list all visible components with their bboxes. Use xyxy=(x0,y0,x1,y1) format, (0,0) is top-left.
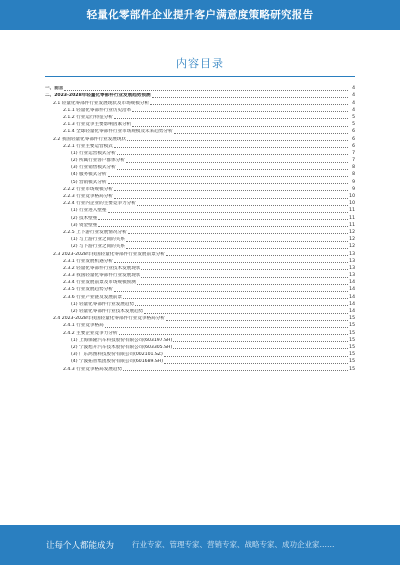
toc-leader-dots xyxy=(114,291,348,292)
toc-entry-text: 2.3.1 行业发展机遇分析 xyxy=(63,258,113,264)
toc-entry[interactable] xyxy=(45,143,355,150)
toc-page-number: 4 xyxy=(352,100,355,106)
toc-entry[interactable] xyxy=(45,293,355,300)
toc-leader-dots xyxy=(114,262,348,263)
toc-entry[interactable] xyxy=(45,114,355,121)
toc-entry-text: (4) 宁波拓普集团股份有限公司(601689.SH) xyxy=(71,359,164,365)
footer-brand: 让每个人都能成为 xyxy=(46,541,115,551)
toc-entry[interactable] xyxy=(45,329,355,336)
toc-entry[interactable] xyxy=(45,243,355,250)
toc-leader-dots xyxy=(119,334,349,335)
toc-page-number: 11 xyxy=(349,215,355,221)
toc-entry[interactable] xyxy=(45,214,355,221)
toc-entry[interactable] xyxy=(45,186,355,193)
toc-entry[interactable] xyxy=(45,337,355,344)
toc-leader-dots xyxy=(166,320,348,321)
toc-entry[interactable] xyxy=(45,193,355,200)
toc-entry-text: 2.2.1 行业主要运营模式 xyxy=(63,143,113,149)
toc-page-number: 13 xyxy=(349,265,355,271)
toc-page-number: 12 xyxy=(349,237,355,243)
toc-entry[interactable] xyxy=(45,322,355,329)
toc-entry-text: (3) 广东鸿图科技股份有限公司(002101.SZ) xyxy=(71,352,163,358)
toc-entry[interactable] xyxy=(45,279,355,286)
toc-entry-text: (3) 资金壁垒 xyxy=(71,222,98,228)
toc-entry-text: 2.2.2 行业市场规模分析 xyxy=(63,186,113,192)
toc-entry-text: 2.3 2023-2028年我国轻量化零部件行业发展前景分析 xyxy=(53,251,165,257)
toc-leader-dots xyxy=(141,277,348,278)
toc-entry-text: 2.1 轻量化零部件行业发展现状及市场规模分析 xyxy=(53,100,150,106)
toc-page-number: 15 xyxy=(349,323,355,329)
toc-page-number: 5 xyxy=(352,114,355,120)
toc-entry[interactable] xyxy=(45,85,355,92)
toc-leader-dots xyxy=(132,111,348,112)
toc-page-number: 14 xyxy=(349,309,355,314)
toc-page-number: 8 xyxy=(352,172,355,178)
toc-entry[interactable] xyxy=(45,207,355,214)
toc-page-number: 11 xyxy=(349,208,355,214)
toc-leader-dots xyxy=(132,126,348,127)
toc-page-number: 15 xyxy=(349,316,355,322)
toc-entry[interactable] xyxy=(45,121,355,128)
toc-page-number: 4 xyxy=(352,107,355,113)
toc-page-number: 4 xyxy=(352,93,355,99)
toc-leader-dots xyxy=(114,118,348,119)
toc-leader-dots xyxy=(114,190,348,191)
toc-entry-text: 一、前言 xyxy=(45,86,64,92)
toc-page-number: 9 xyxy=(352,186,355,192)
toc-entry[interactable] xyxy=(45,99,355,106)
document-footer xyxy=(0,525,400,565)
toc-leader-dots xyxy=(114,198,348,199)
toc-page-number: 4 xyxy=(352,86,355,92)
toc-leader-dots xyxy=(150,104,348,105)
toc-page-number: 15 xyxy=(349,366,355,372)
toc-leader-dots xyxy=(114,147,348,148)
toc-entry[interactable] xyxy=(45,365,355,372)
toc-page-number: 13 xyxy=(349,273,355,279)
toc-entry[interactable] xyxy=(45,200,355,207)
toc-page-number: 5 xyxy=(352,122,355,128)
toc-entry-text: 2.2.5 上下游行业发展情况分析 xyxy=(63,229,127,235)
document-header xyxy=(0,0,400,30)
toc-entry-text: (1) 上海保隆汽车科技股份有限公司(603197.SH) xyxy=(71,337,173,343)
toc-entry[interactable] xyxy=(45,258,355,265)
toc-page-number: 15 xyxy=(349,344,355,350)
toc-leader-dots xyxy=(173,341,348,342)
toc-title: 内容目录 xyxy=(176,57,224,70)
toc-leader-dots xyxy=(123,370,348,371)
toc-entry-text: (2) 宁波旭升汽车技术股份有限公司(603305.SH) xyxy=(71,344,173,350)
toc-entry[interactable] xyxy=(45,358,355,365)
toc-page-number: 7 xyxy=(352,158,355,164)
toc-entry-text: 2.2.4 行业内企业的主要竞争力分析 xyxy=(63,201,136,207)
toc-leader-dots xyxy=(173,348,348,349)
toc-entry[interactable] xyxy=(45,301,355,308)
toc-leader-dots xyxy=(137,205,348,206)
toc-page-number: 14 xyxy=(349,287,355,293)
toc-entry-text: 2.1.4 全球轻量化零部件行业市场规模及未来趋势分析 xyxy=(63,129,173,135)
toc-entry[interactable] xyxy=(45,157,355,164)
toc-entry-text: 2.1.2 行业运行特征分析 xyxy=(63,114,113,120)
toc-page-number: 13 xyxy=(349,258,355,264)
toc-leader-dots xyxy=(174,133,348,134)
toc-page-number: 15 xyxy=(349,330,355,336)
toc-page-number: 10 xyxy=(349,194,355,199)
toc-page-number: 14 xyxy=(349,301,355,307)
toc-entry[interactable] xyxy=(45,107,355,114)
toc-entry[interactable] xyxy=(45,150,355,157)
document-title: 轻量化零部件企业提升客户满意度策略研究报告 xyxy=(86,9,314,21)
table-of-contents xyxy=(45,85,355,373)
toc-leader-dots xyxy=(144,313,348,314)
footer-tags: 行业专家、管理专家、营销专家、战略专家、成功企业家…… xyxy=(132,540,335,549)
toc-entry[interactable] xyxy=(45,286,355,293)
toc-page-number: 14 xyxy=(349,280,355,286)
toc-entry-text: 2.2 我国轻量化零部件行业发展现状 xyxy=(53,136,127,142)
toc-page-number: 9 xyxy=(352,179,355,185)
toc-entry-text: (1) 行业进入壁垒 xyxy=(71,208,107,214)
toc-entry[interactable] xyxy=(45,250,355,257)
toc-entry-text: 2.4 2023-2028年我国轻量化零部件行业竞争格局分析 xyxy=(53,316,165,322)
toc-page-number: 8 xyxy=(352,165,355,171)
toc-entry-text: 2.4.1 行业竞争格局 xyxy=(63,323,104,329)
toc-entry-text: 2.3.6 行业产业链及发展前景 xyxy=(63,294,123,300)
toc-entry-text: (1) 行业运营模式分析 xyxy=(71,150,116,156)
toc-page-number: 12 xyxy=(349,229,355,235)
toc-entry[interactable] xyxy=(45,135,355,142)
toc-page-number: 15 xyxy=(349,352,355,358)
toc-entry[interactable] xyxy=(45,351,355,358)
toc-entry-text: 二、2023-2028年轻量化零部件行业发展趋势预测 xyxy=(45,93,151,99)
toc-leader-dots xyxy=(108,176,348,177)
toc-entry[interactable] xyxy=(45,171,355,178)
toc-leader-dots xyxy=(98,226,348,227)
toc-entry[interactable] xyxy=(45,236,355,243)
toc-entry-text: (2) 所属行业客户群体分析 xyxy=(71,158,125,164)
toc-entry[interactable] xyxy=(45,222,355,229)
toc-leader-dots xyxy=(108,212,348,213)
toc-leader-dots xyxy=(137,284,348,285)
toc-entry[interactable] xyxy=(45,128,355,135)
toc-leader-dots xyxy=(64,90,348,91)
toc-entry[interactable] xyxy=(45,272,355,279)
toc-leader-dots xyxy=(141,269,348,270)
toc-leader-dots xyxy=(152,97,348,98)
toc-entry[interactable] xyxy=(45,308,355,315)
toc-leader-dots xyxy=(135,305,348,306)
toc-entry[interactable] xyxy=(45,164,355,171)
toc-leader-dots xyxy=(164,363,348,364)
toc-entry[interactable] xyxy=(45,229,355,236)
toc-page-number: 15 xyxy=(349,359,355,365)
toc-entry-text: (2) 与下游行业之间的关系 xyxy=(71,244,125,250)
toc-page-number: 14 xyxy=(349,294,355,300)
toc-page-number: 7 xyxy=(352,150,355,156)
toc-entry-text: 2.3.2 轻量化零部件行业技术发展现状 xyxy=(63,265,141,271)
toc-leader-dots xyxy=(126,241,348,242)
toc-entry[interactable] xyxy=(45,344,355,351)
toc-leader-dots xyxy=(128,233,348,234)
toc-leader-dots xyxy=(105,327,348,328)
toc-entry[interactable] xyxy=(45,92,355,99)
toc-entry[interactable] xyxy=(45,265,355,272)
toc-entry-text: (1) 与上游行业之间的关系 xyxy=(71,237,125,243)
toc-leader-dots xyxy=(166,255,348,256)
title-divider xyxy=(45,76,355,77)
toc-page-number: 13 xyxy=(349,251,355,257)
toc-page-number: 6 xyxy=(352,129,355,135)
toc-page-number: 11 xyxy=(349,222,355,228)
toc-page-number: 15 xyxy=(349,337,355,343)
toc-entry-text: 2.3.5 行业发展趋势分析 xyxy=(63,287,113,293)
toc-page-number: 12 xyxy=(349,244,355,250)
toc-entry-text: (5) 营销模式分析 xyxy=(71,179,107,185)
toc-leader-dots xyxy=(123,298,348,299)
toc-leader-dots xyxy=(117,169,348,170)
toc-entry-text: 2.2.3 行业竞争格局分析 xyxy=(63,194,113,199)
toc-leader-dots xyxy=(127,140,348,141)
toc-page-number: 10 xyxy=(349,201,355,207)
toc-leader-dots xyxy=(98,219,348,220)
toc-entry-text: 2.1.3 行业竞争主要影响因素分析 xyxy=(63,122,132,128)
toc-entry-text: 2.4.2 主要企业竞争力分析 xyxy=(63,330,118,336)
toc-entry-text: 2.4.3 行业竞争格局发展趋势 xyxy=(63,366,123,372)
toc-page-number: 6 xyxy=(352,143,355,149)
toc-entry[interactable] xyxy=(45,315,355,322)
toc-entry-text: 2.3.3 我国轻量化零部件行业发展现状 xyxy=(63,273,141,279)
toc-entry-text: (3) 行业销售模式分析 xyxy=(71,165,116,171)
toc-page-number: 6 xyxy=(352,136,355,142)
toc-entry-text: 2.1.1 轻量化零部件行业历史沿革 xyxy=(63,107,132,113)
toc-entry-text: (2) 技术壁垒 xyxy=(71,215,98,221)
toc-entry-text: (1) 轻量化零部件行业发展趋势 xyxy=(71,301,135,307)
toc-leader-dots xyxy=(126,162,348,163)
toc-entry-text: (2) 轻量化零部件行业技术发展趋势 xyxy=(71,309,144,314)
toc-leader-dots xyxy=(164,356,348,357)
toc-leader-dots xyxy=(126,248,348,249)
toc-entry-text: (4) 服务模式分析 xyxy=(71,172,107,178)
toc-leader-dots xyxy=(108,183,348,184)
toc-entry[interactable] xyxy=(45,178,355,185)
toc-entry-text: 2.3.4 行业发展前景及市场规模预测 xyxy=(63,280,136,286)
toc-leader-dots xyxy=(117,154,348,155)
